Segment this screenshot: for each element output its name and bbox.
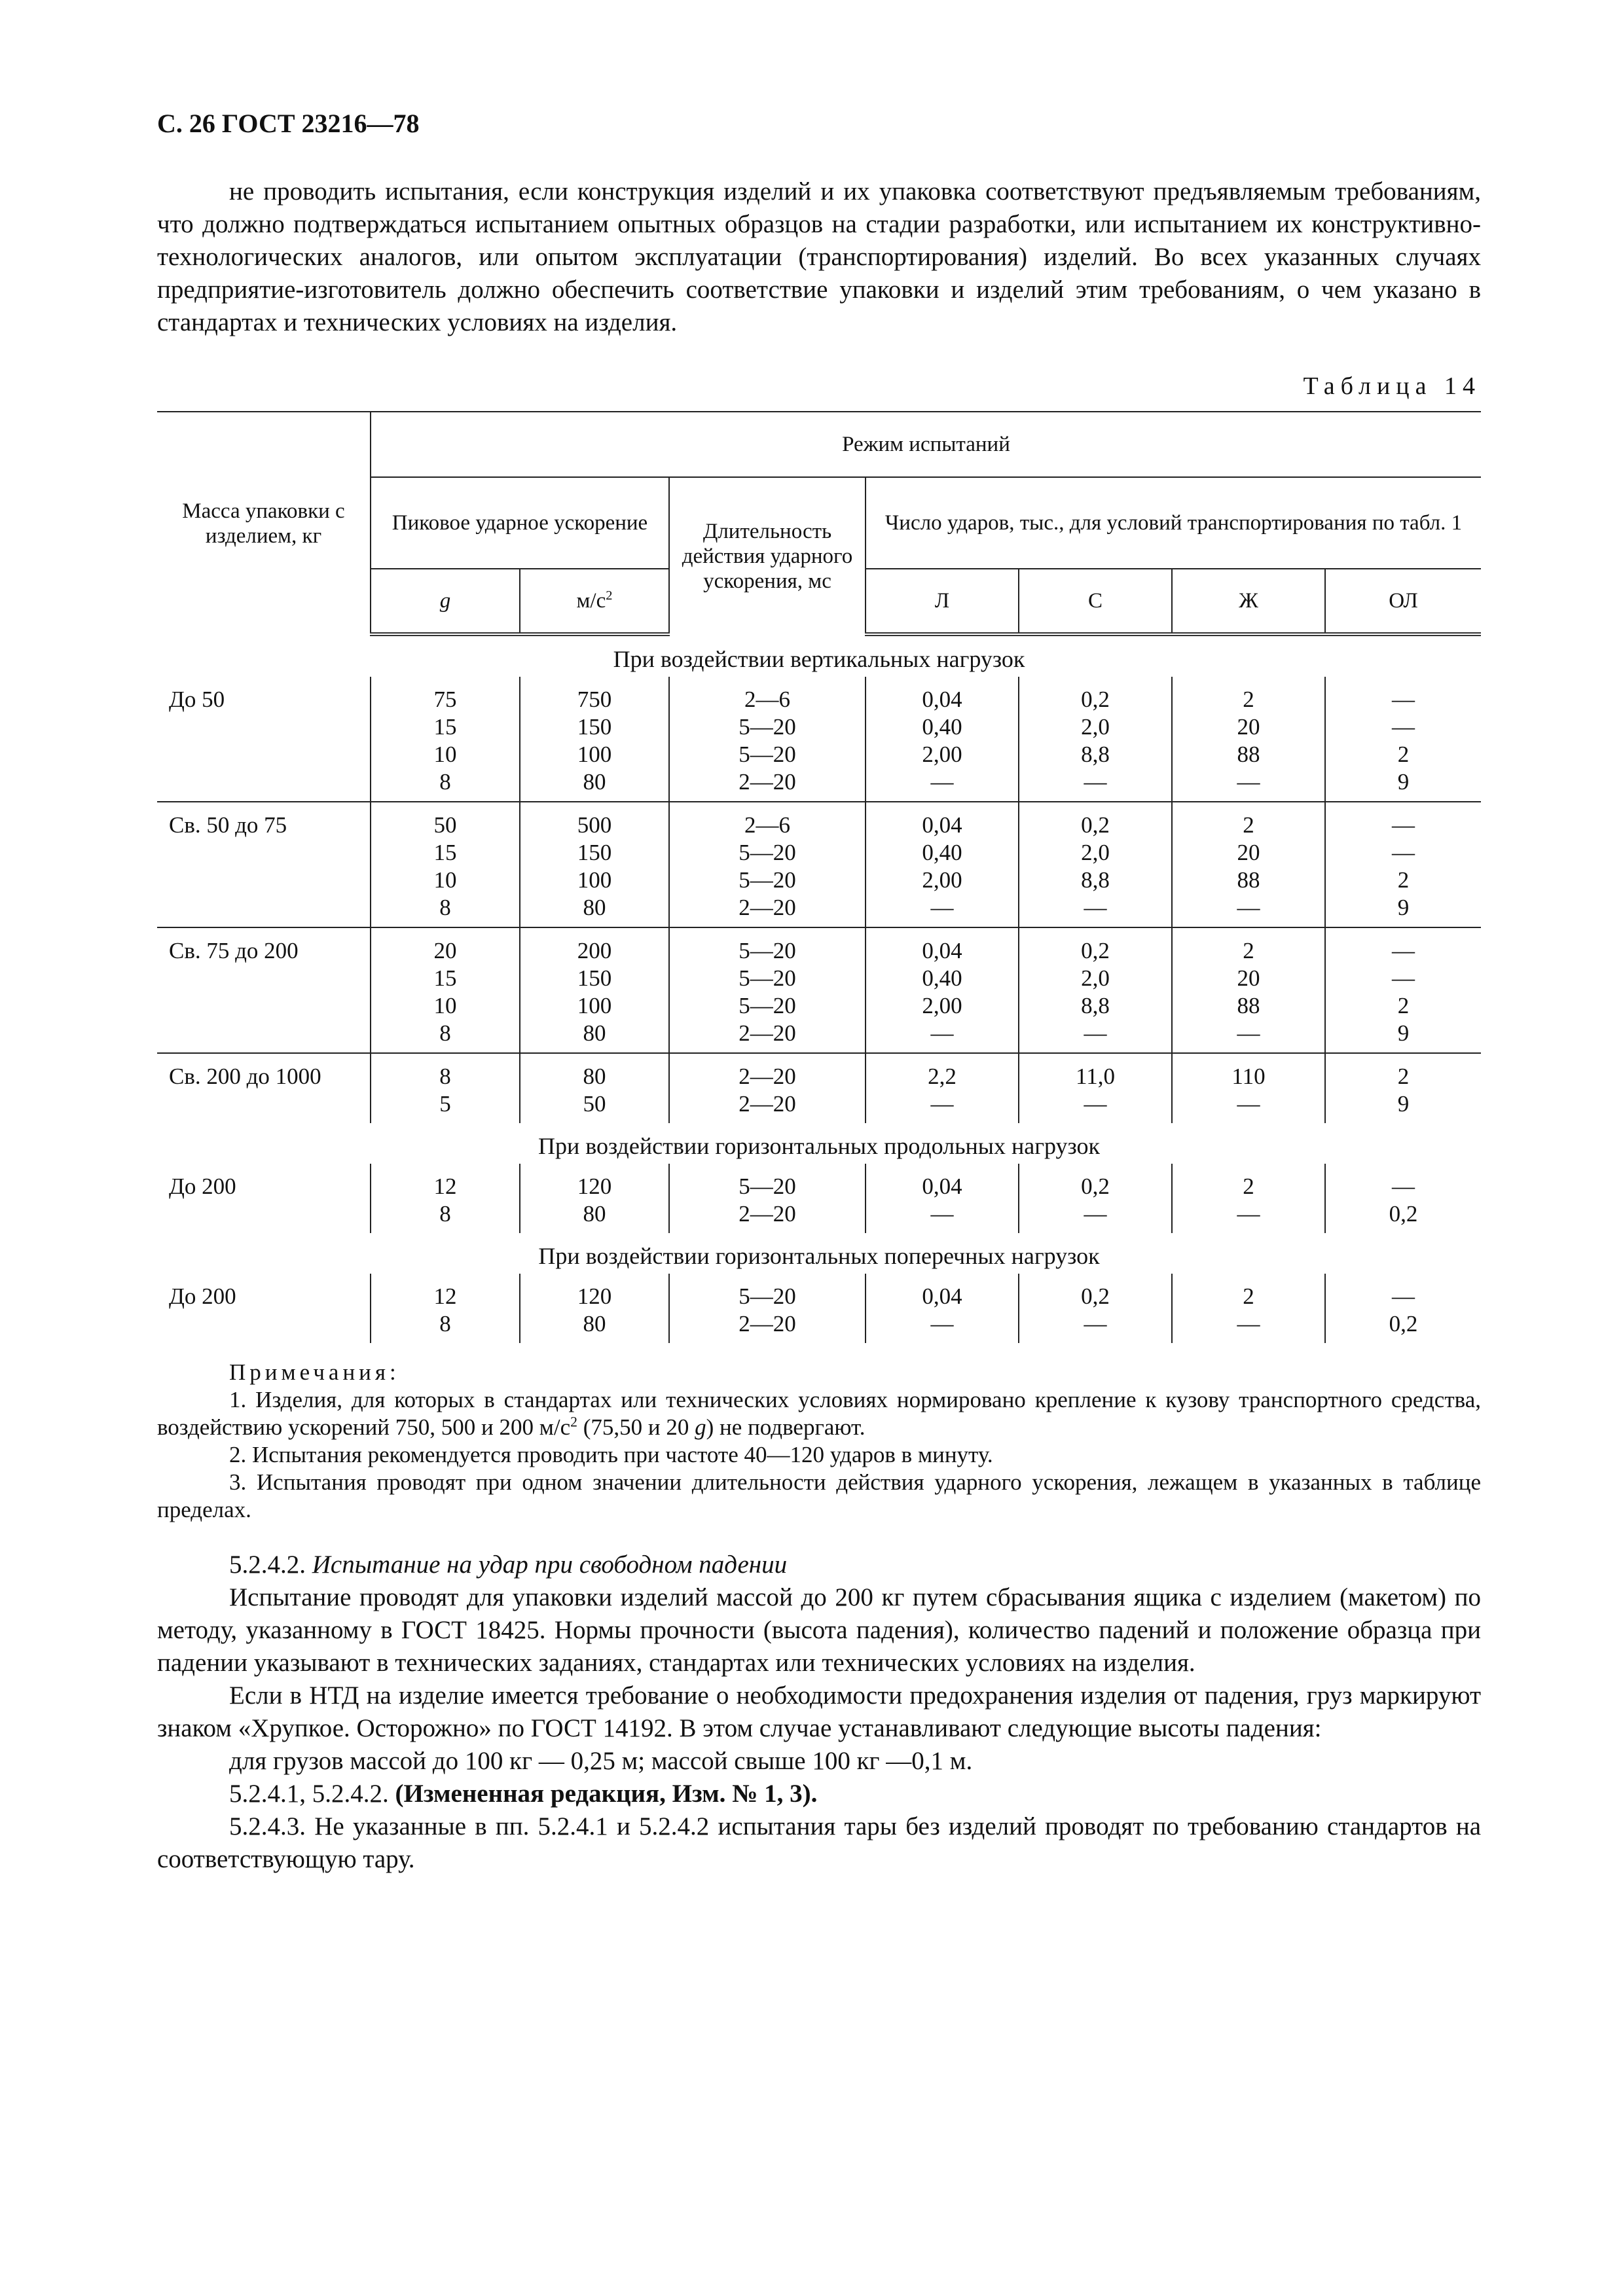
cell-value: 2,2 [928,1064,957,1089]
cell-value: — [1084,1311,1107,1336]
cell-value: 9 [1397,1020,1410,1046]
cell-value: 75 [433,687,457,712]
cell-value: 2,0 [1081,714,1110,740]
cell-value: 0,04 [922,812,962,838]
col-header-g: g [371,569,520,634]
section-5242-heading: 5.2.4.2. Испытание на удар при свободном падении [229,1551,788,1579]
col-header-peak: Пиковое ударное ускорение [371,477,669,569]
cell-value: 2—20 [739,1020,796,1046]
cell-value: 5—20 [739,867,796,893]
col-header-L: Л [866,569,1019,634]
cell-value: 100 [577,867,612,893]
cell-value: 80 [583,895,606,920]
col-header-duration: Длительность действия ударного ускорения, мс [669,477,866,634]
cell-L [866,1164,1019,1233]
cell-value: — [1237,1020,1260,1046]
cell-value: 15 [433,840,457,865]
cell-dur [669,927,866,1053]
cell-value: 150 [577,840,612,865]
cell-g [371,927,520,1053]
cell-value: 0,2 [1081,812,1110,838]
table-row [157,1164,1481,1233]
cell-value: 9 [1397,895,1410,920]
notes [157,1359,1481,1524]
table-row [157,1053,1481,1123]
cell-value: 8,8 [1081,993,1110,1018]
cell-dur [669,802,866,927]
cell-value: 0,2 [1081,1283,1110,1309]
table-row [157,927,1481,1053]
cell-value: 0,04 [922,938,962,963]
cell-value: — [1392,938,1415,963]
cell-mass: Св. 200 до 1000 [169,1064,321,1089]
cell-value: — [1237,1091,1260,1117]
cell-ms2 [520,677,669,802]
cell-value: 2 [1397,993,1410,1018]
cell-S [1019,1053,1172,1123]
table-caption: Таблица 14 [1303,372,1481,400]
intro-paragraph: не проводить испытания, если конструкция изделий и их упаковка соответствуют предъявляемым требованиям, что должно подтверждаться испытанием опытных образцов на стадии разработки, или испытанием их конструктивно-технологических аналогов, или опытом эксплуатации (транспортирования) изделий. Во всех указанных случаях предприятие-изготовитель должно обеспечить соответствие упаковки и изделий этим требованиям, о чем указано в стандартах и технических условиях на изделия. [157,177,1481,336]
cell-OL [1325,1274,1481,1343]
cell-value: 5—20 [739,965,796,991]
cell-value: 0,2 [1389,1311,1418,1336]
cell-mass: До 200 [169,1174,236,1199]
cell-value: 100 [577,993,612,1018]
cell-value: 0,2 [1389,1201,1418,1227]
cell-Zh [1172,802,1325,927]
cell-value: 0,40 [922,965,962,991]
cell-value: 5—20 [739,840,796,865]
cell-value: 20 [1237,714,1260,740]
cell-value: 10 [433,742,457,767]
cell-S [1019,1274,1172,1343]
cell-value: 8,8 [1081,867,1110,893]
cell-value: 2 [1397,742,1410,767]
cell-value: — [1237,1201,1260,1227]
section-title-row [157,634,1481,677]
cell-value: 0,2 [1081,1174,1110,1199]
cell-value: — [1084,1201,1107,1227]
cell-value: 12 [433,1174,457,1199]
cell-g [371,1053,520,1123]
cell-value: 5—20 [739,938,796,963]
cell-value: — [1392,840,1415,865]
cell-value: 50 [583,1091,606,1117]
cell-value: 2 [1243,687,1254,712]
cell-value: 150 [577,965,612,991]
running-head: С. 26 ГОСТ 23216—78 [157,109,420,138]
cell-value: — [930,895,954,920]
cell-Zh [1172,677,1325,802]
cell-S [1019,677,1172,802]
section-5242-p2: Если в НТД на изделие имеется требование о необходимости предохранения изделия от падения, груз маркируют знаком «Хрупкое. Осторожно» по ГОСТ 14192. В этом случае устанавливают следующие высоты падения: [157,1681,1481,1742]
cell-dur [669,1274,866,1343]
cell-L [866,1274,1019,1343]
table-body [157,634,1481,1343]
cell-OL [1325,802,1481,927]
cell-OL [1325,927,1481,1053]
cell-value: 10 [433,867,457,893]
col-header-mode: Режим испытаний [371,412,1481,477]
cell-mass: До 200 [169,1283,236,1309]
cell-value: 80 [583,1020,606,1046]
cell-value: 120 [577,1174,612,1199]
cell-value: 20 [1237,965,1260,991]
section-5242-p3: для грузов массой до 100 кг — 0,25 м; массой свыше 100 кг —0,1 м. [229,1747,973,1775]
document-page [157,108,1481,1876]
cell-OL [1325,1053,1481,1123]
section-5242-p5: 5.2.4.3. Не указанные в пп. 5.2.4.1 и 5.2.4.2 испытания тары без изделий проводят по требованию стандартов на соответствующую тару. [157,1812,1481,1873]
cell-value: 500 [577,812,612,838]
cell-value: — [1237,1311,1260,1336]
cell-S [1019,927,1172,1053]
cell-value: 2—20 [739,1311,796,1336]
cell-value: 0,40 [922,714,962,740]
cell-value: — [1392,1174,1415,1199]
section-title-row [157,1123,1481,1164]
cell-value: 2 [1397,867,1410,893]
cell-value: — [1392,714,1415,740]
cell-value: 2—20 [739,895,796,920]
cell-value: — [1084,769,1107,795]
cell-value: 88 [1237,993,1260,1018]
cell-S [1019,802,1172,927]
cell-S [1019,1164,1172,1233]
section-5242-p1: Испытание проводят для упаковки изделий массой до 200 кг путем сбрасывания ящика с изделием (макетом) по методу, указанному в ГОСТ 18425. Нормы прочности (высота падения), количество падений и положение образца при падении указывают в технических заданиях, стандартах или технических условиях на изделия. [157,1583,1481,1677]
cell-value: 8 [439,769,451,795]
cell-value: 88 [1237,867,1260,893]
cell-value: — [1392,812,1415,838]
cell-value: 15 [433,965,457,991]
cell-value: 20 [433,938,457,963]
cell-value: 0,04 [922,1283,962,1309]
cell-ms2 [520,1053,669,1123]
cell-L [866,1053,1019,1123]
cell-value: 9 [1397,769,1410,795]
cell-value: 200 [577,938,612,963]
cell-value: — [1237,769,1260,795]
cell-value: 2—20 [739,769,796,795]
cell-value: 8,8 [1081,742,1110,767]
cell-OL [1325,1164,1481,1233]
cell-value: 50 [433,812,457,838]
cell-value: 8 [439,1020,451,1046]
col-header-S: С [1019,569,1172,634]
cell-value: 2 [1243,1283,1254,1309]
cell-value: 80 [583,769,606,795]
cell-value: 0,04 [922,687,962,712]
cell-value: 5—20 [739,1174,796,1199]
table-14 [157,411,1481,1343]
cell-L [866,802,1019,927]
section-5242-p4: 5.2.4.1, 5.2.4.2. (Измененная редакция, Изм. № 1, 3). [229,1780,818,1808]
cell-value: 8 [439,1311,451,1336]
cell-value: 8 [439,1064,451,1089]
cell-value: 5 [439,1091,451,1117]
cell-value: 750 [577,687,612,712]
cell-value: — [1084,895,1107,920]
cell-value: — [1084,1091,1107,1117]
table-row [157,1274,1481,1343]
cell-value: 2,00 [922,867,962,893]
cell-value: — [1392,965,1415,991]
cell-value: 11,0 [1076,1064,1115,1089]
note-3: 3. Испытания проводят при одном значении длительности действия ударного ускорения, лежащем в указанных в таблице пределах. [157,1469,1481,1522]
cell-value: 20 [1237,840,1260,865]
cell-value: 2—20 [739,1064,796,1089]
col-header-OL: ОЛ [1325,569,1481,634]
cell-value: 15 [433,714,457,740]
cell-value: 80 [583,1311,606,1336]
cell-value: 0,2 [1081,938,1110,963]
cell-L [866,927,1019,1053]
cell-value: 2—20 [739,1091,796,1117]
cell-value: 80 [583,1064,606,1089]
cell-g [371,1274,520,1343]
cell-value: 100 [577,742,612,767]
cell-value: 120 [577,1283,612,1309]
section-title: При воздействии горизонтальных поперечных нагрузок [538,1243,1100,1269]
cell-value: 2—20 [739,1201,796,1227]
cell-value: 88 [1237,742,1260,767]
col-header-ms2: $м/с^2$ [520,569,669,634]
cell-value: — [1392,1283,1415,1309]
cell-value: — [1392,687,1415,712]
cell-value: — [930,769,954,795]
cell-value: 0,2 [1081,687,1110,712]
cell-ms2 [520,1164,669,1233]
cell-value: 8 [439,1201,451,1227]
note-1: 1. Изделия, для которых в стандартах или технических условиях нормировано крепление к кузову транспортного средства, воздействию ускорений 750, 500 и 200 $м/с^2$ (75,50 и 20 g) не подвергают. [157,1387,1481,1440]
cell-Zh [1172,1164,1325,1233]
cell-ms2 [520,927,669,1053]
cell-mass: Св. 50 до 75 [157,802,371,927]
cell-value: 2—6 [744,687,790,712]
cell-mass: До 50 [157,677,371,802]
cell-value: 5—20 [739,742,796,767]
cell-value: 9 [1397,1091,1410,1117]
cell-value: 2 [1397,1064,1410,1089]
cell-L [866,677,1019,802]
cell-value: 10 [433,993,457,1018]
cell-mass: Св. 75 до 200 [157,927,371,1053]
cell-value: 2 [1243,938,1254,963]
cell-OL [1325,677,1481,802]
cell-value: — [930,1201,954,1227]
cell-value: 2,0 [1081,965,1110,991]
cell-value: — [930,1020,954,1046]
cell-value: 2,0 [1081,840,1110,865]
col-header-mass: Масса упаковки с изделием, кг [182,499,345,548]
cell-value: — [1084,1020,1107,1046]
cell-g [371,1164,520,1233]
cell-value: 2 [1243,1174,1254,1199]
cell-value: 2,00 [922,742,962,767]
section-5242 [157,1549,1481,1876]
section-title: При воздействии горизонтальных продольных нагрузок [538,1133,1101,1159]
note-2: 2. Испытания рекомендуется проводить при частоте 40—120 ударов в минуту. [229,1442,993,1467]
cell-value: 5—20 [739,993,796,1018]
table-row [157,677,1481,802]
notes-heading: Примечания: [229,1359,400,1385]
cell-value: — [1237,895,1260,920]
cell-Zh [1172,1274,1325,1343]
cell-g [371,802,520,927]
cell-dur [669,677,866,802]
table-row [157,802,1481,927]
cell-Zh [1172,927,1325,1053]
cell-g [371,677,520,802]
cell-value: 5—20 [739,714,796,740]
section-title: При воздействии вертикальных нагрузок [613,646,1025,672]
cell-dur [669,1053,866,1123]
col-header-Zh: Ж [1172,569,1325,634]
cell-dur [669,1164,866,1233]
cell-value: — [930,1311,954,1336]
section-title-row [157,1233,1481,1274]
col-header-impacts: Число ударов, тыс., для условий транспортирования по табл. 1 [866,477,1481,569]
cell-value: 0,40 [922,840,962,865]
cell-ms2 [520,802,669,927]
cell-value: 0,04 [922,1174,962,1199]
cell-value: 2 [1243,812,1254,838]
cell-value: 110 [1231,1064,1266,1089]
cell-value: 80 [583,1201,606,1227]
cell-ms2 [520,1274,669,1343]
cell-value: 12 [433,1283,457,1309]
cell-value: 2—6 [744,812,790,838]
cell-value: 150 [577,714,612,740]
cell-value: — [930,1091,954,1117]
cell-value: 5—20 [739,1283,796,1309]
cell-Zh [1172,1053,1325,1123]
cell-value: 8 [439,895,451,920]
cell-value: 2,00 [922,993,962,1018]
